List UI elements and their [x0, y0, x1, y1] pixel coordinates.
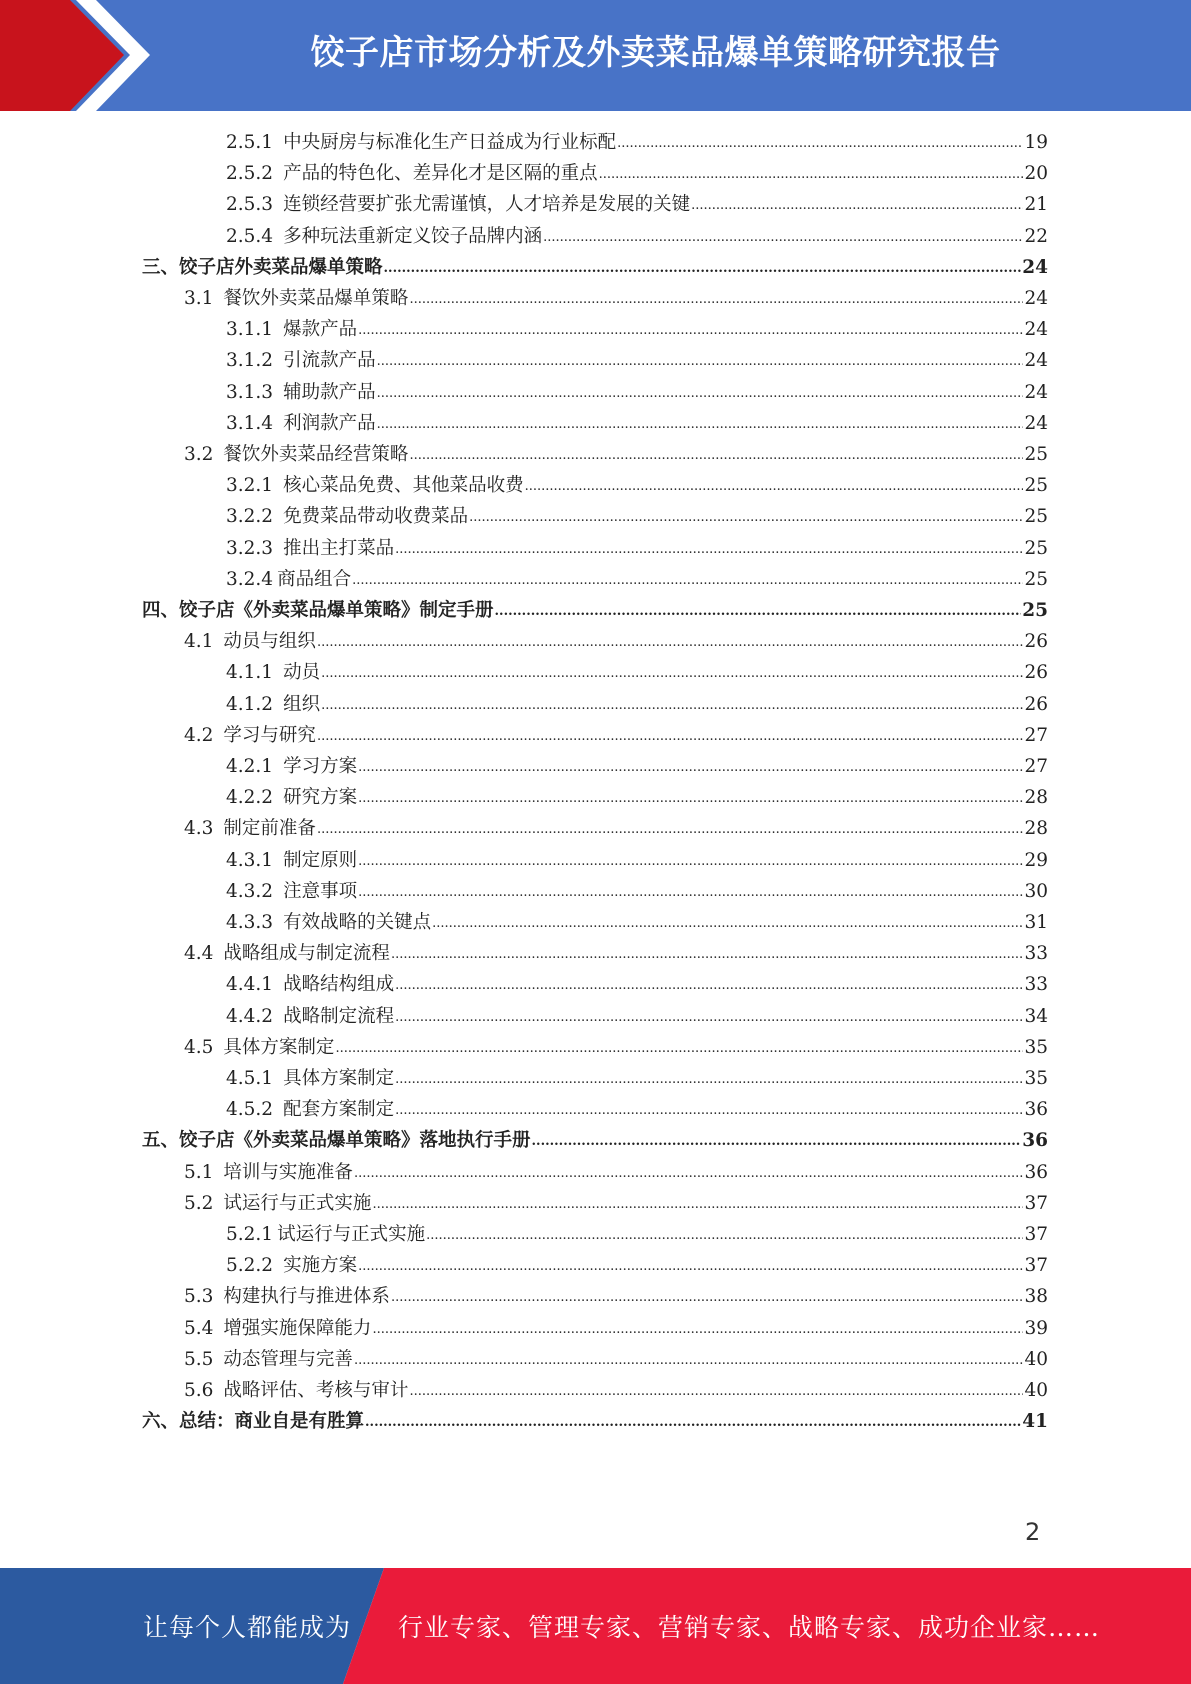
toc-entry[interactable]	[226, 969, 1048, 1000]
toc-entry-label: 产品的特色化、差异化才是区隔的重点	[283, 163, 598, 184]
toc-dot-leader	[525, 475, 1024, 501]
header-banner	[0, 0, 1191, 111]
toc-dot-leader	[426, 1224, 1023, 1250]
toc-entry-page: 27	[1024, 725, 1048, 746]
toc-entry[interactable]	[226, 189, 1048, 220]
toc-entry-number: 4.3.2	[226, 881, 274, 902]
toc-dot-leader	[469, 506, 1023, 532]
toc-entry[interactable]	[226, 408, 1048, 439]
toc-entry-label: 六、总结：商业自是有胜算	[142, 1411, 365, 1432]
toc-entry-label: 爆款产品	[283, 319, 358, 340]
toc-entry-label: 组织	[283, 694, 321, 715]
toc-entry-number: 3.1.3	[226, 382, 274, 403]
toc-entry[interactable]	[184, 1032, 1048, 1063]
toc-entry-number: 3.2.2	[226, 506, 274, 527]
toc-entry-label: 动员与组织	[223, 631, 316, 652]
toc-entry-label: 配套方案制定	[283, 1099, 395, 1120]
toc-entry-page: 27	[1024, 756, 1048, 777]
toc-entry-label: 战略制定流程	[283, 1006, 395, 1027]
toc-entry[interactable]	[142, 1125, 1048, 1156]
toc-entry[interactable]	[226, 751, 1048, 782]
toc-entry-page: 40	[1024, 1380, 1048, 1401]
toc-entry-label: 学习方案	[283, 756, 358, 777]
toc-entry-number: 5.1	[184, 1162, 214, 1183]
toc-entry-number: 3.1	[184, 288, 214, 309]
toc-entry-number: 5.5	[184, 1349, 214, 1370]
toc-entry-number: 5.3	[184, 1286, 214, 1307]
toc-dot-leader	[599, 163, 1024, 189]
toc-dot-leader	[395, 1006, 1023, 1032]
toc-entry-page: 25	[1024, 444, 1048, 465]
toc-entry[interactable]	[142, 1406, 1048, 1437]
toc-dot-leader	[543, 226, 1023, 252]
toc-entry[interactable]	[184, 813, 1048, 844]
toc-entry-number: 2.5.3	[226, 194, 274, 215]
toc-entry-number: 3.2	[184, 444, 214, 465]
toc-entry-number: 3.1.4	[226, 413, 274, 434]
page-number: 2	[1025, 1518, 1041, 1546]
toc-entry-number: 4.5.1	[226, 1068, 274, 1089]
toc-entry-number: 4.5.2	[226, 1099, 274, 1120]
toc-entry-number: 5.2.1	[226, 1224, 274, 1245]
toc-entry-label: 餐饮外卖菜品经营策略	[223, 444, 409, 465]
toc-entry-page: 24	[1024, 350, 1048, 371]
toc-dot-leader	[691, 194, 1023, 220]
toc-entry-label: 连锁经营要扩张尤需谨慎，人才培养是发展的关键	[283, 194, 691, 215]
toc-entry-label: 辅助款产品	[283, 382, 376, 403]
toc-dot-leader	[317, 725, 1024, 751]
toc-dot-leader	[395, 974, 1023, 1000]
toc-dot-leader	[532, 1130, 1022, 1156]
toc-entry[interactable]	[226, 1219, 1048, 1250]
toc-dot-leader	[391, 1286, 1024, 1312]
toc-entry[interactable]	[184, 283, 1048, 314]
toc-entry-label: 试运行与正式实施	[277, 1224, 426, 1245]
toc-entry[interactable]	[184, 720, 1048, 751]
toc-dot-leader	[617, 132, 1023, 158]
toc-entry-page: 25	[1024, 475, 1048, 496]
toc-entry[interactable]	[226, 158, 1048, 189]
toc-entry-page: 24	[1024, 413, 1048, 434]
toc-entry-number: 5.2.2	[226, 1255, 274, 1276]
toc-entry[interactable]	[226, 564, 1048, 595]
toc-entry-label: 战略评估、考核与审计	[223, 1380, 409, 1401]
toc-entry-label: 餐饮外卖菜品爆单策略	[223, 288, 409, 309]
toc-entry-page: 25	[1024, 506, 1048, 527]
toc-entry[interactable]	[184, 1188, 1048, 1219]
toc-entry-number: 4.3.1	[226, 850, 274, 871]
toc-entry-label: 四、饺子店《外卖菜品爆单策略》制定手册	[142, 600, 494, 621]
toc-entry[interactable]	[184, 626, 1048, 657]
toc-entry-label: 注意事项	[283, 881, 358, 902]
toc-dot-leader	[409, 444, 1023, 470]
toc-entry-page: 24	[1022, 257, 1048, 278]
toc-entry-label: 中央厨房与标准化生产日益成为行业标配	[283, 132, 617, 153]
toc-entry-page: 26	[1024, 631, 1048, 652]
toc-entry[interactable]	[184, 1375, 1048, 1406]
toc-entry[interactable]	[226, 470, 1048, 501]
toc-entry[interactable]	[226, 1063, 1048, 1094]
toc-entry-page: 24	[1024, 382, 1048, 403]
toc-entry-label: 三、饺子店外卖菜品爆单策略	[142, 257, 383, 278]
toc-entry-label: 商品组合	[277, 569, 352, 590]
toc-entry-page: 33	[1024, 943, 1048, 964]
footer-slogan-right: 行业专家、管理专家、营销专家、战略专家、成功企业家……	[398, 1613, 1101, 1642]
toc-entry-number: 5.4	[184, 1318, 214, 1339]
toc-entry[interactable]	[226, 907, 1048, 938]
toc-entry-page: 39	[1024, 1318, 1048, 1339]
toc-entry[interactable]	[226, 1250, 1048, 1281]
toc-entry-page: 36	[1024, 1099, 1048, 1120]
toc-entry[interactable]	[142, 252, 1048, 283]
toc-entry-label: 多种玩法重新定义饺子品牌内涵	[283, 226, 543, 247]
toc-entry-number: 5.2	[184, 1193, 214, 1214]
toc-dot-leader	[358, 881, 1023, 907]
toc-entry-page: 24	[1024, 319, 1048, 340]
toc-entry-label: 研究方案	[283, 787, 358, 808]
toc-dot-leader	[352, 569, 1023, 595]
toc-dot-leader	[335, 1037, 1023, 1063]
toc-entry-page: 31	[1024, 912, 1048, 933]
toc-entry-number: 4.1	[184, 631, 214, 652]
toc-entry-number: 4.2	[184, 725, 214, 746]
toc-entry-page: 33	[1024, 974, 1048, 995]
toc-entry[interactable]	[184, 1313, 1048, 1344]
toc-entry-number: 4.2.1	[226, 756, 274, 777]
toc-entry-label: 推出主打菜品	[283, 538, 395, 559]
toc-entry-page: 26	[1024, 694, 1048, 715]
toc-entry[interactable]	[226, 221, 1048, 252]
toc-entry-page: 25	[1024, 569, 1048, 590]
toc-dot-leader	[358, 756, 1023, 782]
toc-entry-label: 试运行与正式实施	[223, 1193, 372, 1214]
toc-entry-label: 具体方案制定	[223, 1037, 335, 1058]
toc-entry-number: 4.2.2	[226, 787, 274, 808]
toc-entry-page: 37	[1024, 1224, 1048, 1245]
toc-entry[interactable]	[184, 1157, 1048, 1188]
toc-entry-page: 29	[1024, 850, 1048, 871]
toc-dot-leader	[377, 382, 1024, 408]
toc-entry-label: 战略组成与制定流程	[223, 943, 390, 964]
toc-entry-label: 核心菜品免费、其他菜品收费	[283, 475, 524, 496]
toc-entry-label: 利润款产品	[283, 413, 376, 434]
toc-entry-label: 五、饺子店《外卖菜品爆单策略》落地执行手册	[142, 1130, 531, 1151]
toc-entry-label: 免费菜品带动收费菜品	[283, 506, 469, 527]
toc-entry-page: 22	[1024, 226, 1048, 247]
toc-entry[interactable]	[226, 377, 1048, 408]
toc-entry-label: 增强实施保障能力	[223, 1318, 372, 1339]
toc-entry[interactable]	[184, 1281, 1048, 1312]
toc-dot-leader	[358, 787, 1023, 813]
toc-dot-leader	[384, 257, 1022, 283]
toc-entry-number: 4.4.2	[226, 1006, 274, 1027]
toc-entry[interactable]	[226, 1094, 1048, 1125]
toc-dot-leader	[495, 600, 1022, 626]
toc-entry[interactable]	[226, 689, 1048, 720]
toc-dot-leader	[321, 662, 1023, 688]
toc-entry[interactable]	[226, 345, 1048, 376]
toc-entry-page: 35	[1024, 1037, 1048, 1058]
toc-dot-leader	[377, 350, 1024, 376]
toc-entry-page: 36	[1022, 1130, 1048, 1151]
toc-dot-leader	[358, 319, 1023, 345]
toc-entry-number: 4.1.1	[226, 662, 274, 683]
toc-dot-leader	[391, 943, 1024, 969]
toc-dot-leader	[395, 1099, 1023, 1125]
toc-entry-number: 2.5.4	[226, 226, 274, 247]
toc-entry[interactable]	[226, 876, 1048, 907]
toc-entry-page: 35	[1024, 1068, 1048, 1089]
toc-entry-label: 制定原则	[283, 850, 358, 871]
footer-slogan-left: 让每个人都能成为	[143, 1613, 352, 1642]
toc-entry-page: 28	[1024, 818, 1048, 839]
toc-entry-number: 4.1.2	[226, 694, 274, 715]
document-title: 饺子店市场分析及外卖菜品爆单策略研究报告	[310, 33, 1001, 73]
toc-entry-number: 4.3	[184, 818, 214, 839]
toc-entry-page: 30	[1024, 881, 1048, 902]
toc-entry[interactable]	[184, 439, 1048, 470]
toc-dot-leader	[372, 1193, 1023, 1219]
toc-entry-number: 5.6	[184, 1380, 214, 1401]
toc-entry[interactable]	[226, 657, 1048, 688]
toc-entry-number: 3.1.2	[226, 350, 274, 371]
toc-entry-page: 25	[1022, 600, 1048, 621]
toc-entry-number: 4.5	[184, 1037, 214, 1058]
toc-entry[interactable]	[226, 127, 1048, 158]
toc-entry[interactable]	[184, 1344, 1048, 1375]
toc-entry-label: 培训与实施准备	[223, 1162, 353, 1183]
toc-entry-number: 3.2.4	[226, 569, 274, 590]
footer-banner	[0, 1568, 1191, 1684]
toc-entry-label: 具体方案制定	[283, 1068, 395, 1089]
toc-dot-leader	[432, 912, 1023, 938]
toc-entry-page: 25	[1024, 538, 1048, 559]
toc-entry-number: 2.5.2	[226, 163, 274, 184]
toc-entry-number: 4.4.1	[226, 974, 274, 995]
toc-dot-leader	[365, 1411, 1021, 1437]
toc-entry-label: 动员	[283, 662, 321, 683]
toc-entry-page: 26	[1024, 662, 1048, 683]
toc-entry[interactable]	[226, 782, 1048, 813]
toc-dot-leader	[358, 1255, 1023, 1281]
toc-entry-page: 19	[1024, 132, 1048, 153]
toc-entry[interactable]	[142, 595, 1048, 626]
toc-entry-label: 引流款产品	[283, 350, 376, 371]
toc-entry[interactable]	[226, 501, 1048, 532]
toc-entry[interactable]	[226, 845, 1048, 876]
toc-entry-page: 38	[1024, 1286, 1048, 1307]
toc-entry-number: 4.3.3	[226, 912, 274, 933]
toc-entry[interactable]	[226, 1001, 1048, 1032]
toc-entry-page: 36	[1024, 1162, 1048, 1183]
toc-entry-label: 学习与研究	[223, 725, 316, 746]
toc-dot-leader	[409, 1380, 1023, 1406]
toc-entry-page: 24	[1024, 288, 1048, 309]
toc-entry-label: 构建执行与推进体系	[223, 1286, 390, 1307]
toc-entry-page: 34	[1024, 1006, 1048, 1027]
toc-entry-label: 动态管理与完善	[223, 1349, 353, 1370]
toc-entry[interactable]	[184, 938, 1048, 969]
toc-dot-leader	[321, 694, 1023, 720]
toc-entry-page: 37	[1024, 1193, 1048, 1214]
toc-dot-leader	[372, 1318, 1023, 1344]
toc-entry-label: 制定前准备	[223, 818, 316, 839]
toc-dot-leader	[377, 413, 1024, 439]
toc-entry-page: 41	[1022, 1411, 1048, 1432]
toc-entry-number: 4.4	[184, 943, 214, 964]
toc-entry[interactable]	[226, 314, 1048, 345]
toc-entry-label: 实施方案	[283, 1255, 358, 1276]
toc-dot-leader	[358, 850, 1023, 876]
toc-dot-leader	[354, 1162, 1024, 1188]
toc-dot-leader	[317, 631, 1024, 657]
toc-entry-label: 有效战略的关键点	[283, 912, 432, 933]
toc-dot-leader	[395, 1068, 1023, 1094]
toc-entry-number: 3.2.3	[226, 538, 274, 559]
toc-dot-leader	[317, 818, 1024, 844]
toc-dot-leader	[409, 288, 1023, 314]
toc-entry-number: 2.5.1	[226, 132, 274, 153]
toc-dot-leader	[395, 538, 1023, 564]
toc-entry-number: 3.2.1	[226, 475, 274, 496]
toc-entry-page: 40	[1024, 1349, 1048, 1370]
toc-entry[interactable]	[226, 533, 1048, 564]
toc-entry-number: 3.1.1	[226, 319, 274, 340]
toc-dot-leader	[354, 1349, 1024, 1375]
toc-entry-page: 28	[1024, 787, 1048, 808]
toc-entry-page: 37	[1024, 1255, 1048, 1276]
toc-entry-label: 战略结构组成	[283, 974, 395, 995]
toc-entry-page: 20	[1024, 163, 1048, 184]
toc-entry-page: 21	[1024, 194, 1048, 215]
